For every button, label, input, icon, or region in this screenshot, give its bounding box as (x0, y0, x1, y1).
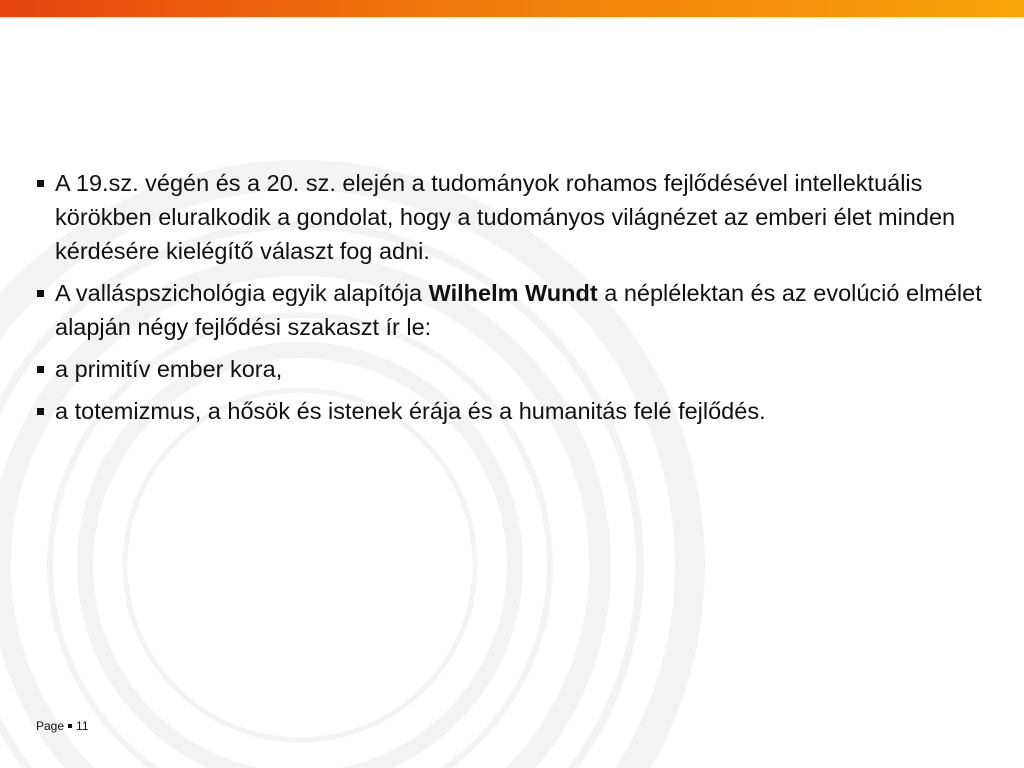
bullet-text: a primitív ember kora, (55, 356, 283, 382)
bullet-square-icon (37, 366, 44, 373)
bullet-bold-name: Wilhelm Wundt (428, 280, 598, 306)
bullet-square-icon (37, 290, 44, 297)
footer-separator-icon (68, 724, 72, 728)
bullet-item (36, 394, 986, 428)
bullet-item (36, 352, 986, 386)
bullet-item (36, 166, 986, 268)
bullet-text: A 19.sz. végén és a 20. sz. elején a tudományok rohamos fejlődésével intellektuális körökben eluralkodik a gondolat, hogy a tudományos világnézet az emberi élet minden kérdésére kielégítő választ fog adni. (55, 170, 956, 264)
page-footer (36, 719, 89, 733)
bullet-item (36, 276, 986, 344)
bullet-text-part: a néplélektan és az evolúció elmélet alapján négy fejlődési szakaszt ír le: (55, 280, 982, 340)
bullet-text: a totemizmus, a hősök és istenek érája és a humanitás felé fejlődés. (55, 398, 766, 424)
bullet-square-icon (37, 408, 44, 415)
bullet-square-icon (37, 180, 44, 187)
page-label: Page (36, 719, 65, 733)
bullet-list (36, 166, 986, 436)
page-number: 11 (76, 719, 89, 733)
bullet-text-part: A valláspszichológia egyik alapítója (55, 280, 429, 306)
